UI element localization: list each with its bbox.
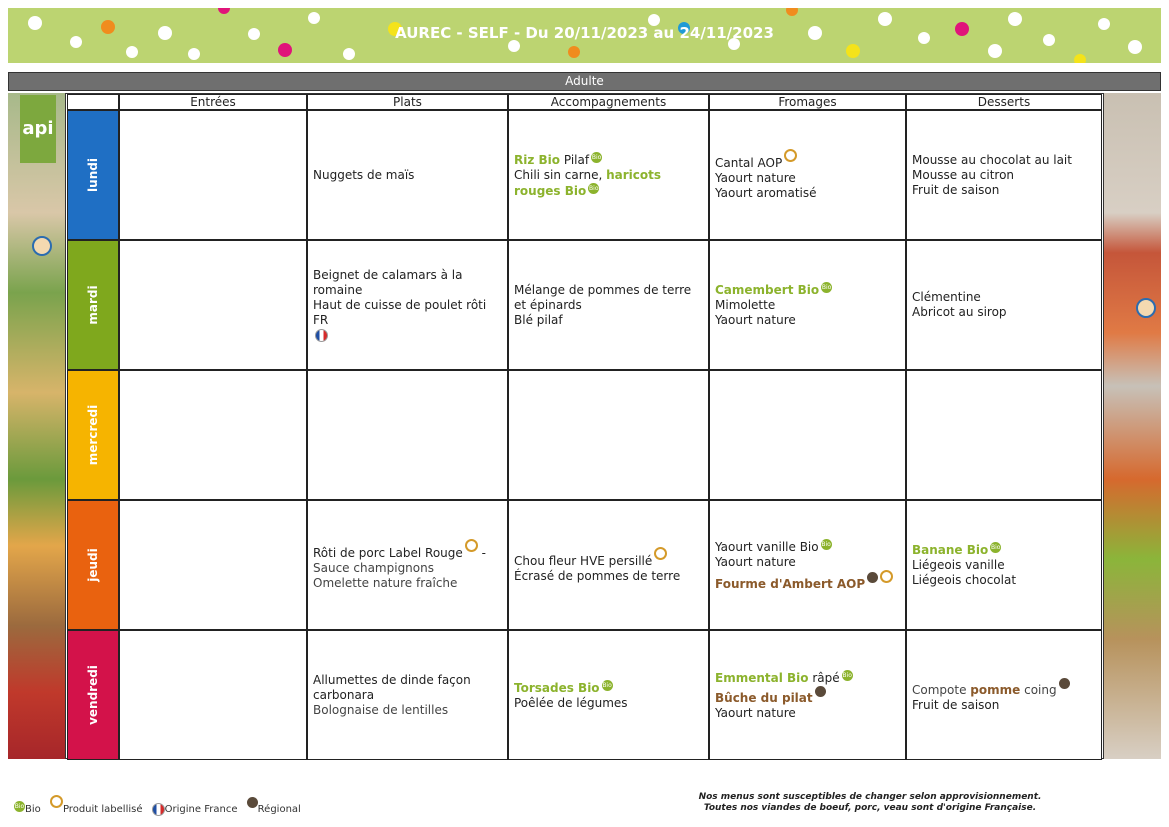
menu-item-bio: haricots rouges Bio: [514, 167, 662, 198]
cell-vendredi-plats: [307, 630, 508, 760]
separator: -: [481, 546, 486, 560]
day-label-mercredi: mercredi: [67, 370, 119, 500]
menu-item-regional: pomme: [970, 682, 1021, 697]
menu-item: Nuggets de maïs: [313, 167, 415, 182]
menu-item: Liégeois vanille: [912, 558, 1005, 572]
menu-item: Cantal AOP: [715, 156, 783, 170]
menu-item: Bolognaise de lentilles: [313, 702, 449, 717]
menu-item: Pilaf: [563, 152, 590, 167]
cell-mercredi-desserts: [906, 370, 1102, 500]
cell-mardi-entrees: [119, 240, 307, 370]
cell-jeudi-accompagnements: [508, 500, 709, 630]
menu-item-bio: Banane Bio: [912, 543, 989, 557]
cell-vendredi-accompagnements: [508, 630, 709, 760]
regional-icon: [815, 686, 826, 697]
cell-lundi-plats: [307, 110, 508, 240]
cell-vendredi-desserts: [906, 630, 1102, 760]
menu-item: Fruit de saison: [912, 697, 1000, 712]
label-icon: [465, 539, 478, 552]
menu-item: Sauce champignons: [313, 561, 434, 575]
cell-mardi-fromages: [709, 240, 906, 370]
cell-vendredi-entrees: [119, 630, 307, 760]
cell-mardi-plats: [307, 240, 508, 370]
menu-item: Allumettes de dinde façon carbonara: [313, 672, 471, 702]
column-header-fromages: Fromages: [709, 94, 906, 110]
menu-item: Clémentine: [912, 290, 981, 304]
menu-item: Liégeois chocolat: [912, 573, 1017, 587]
cell-lundi-accompagnements: [508, 110, 709, 240]
menu-item: Beignet de calamars à la romaine: [313, 267, 463, 297]
menu-item: Yaourt nature: [715, 705, 796, 720]
legend: [12, 795, 305, 816]
cell-jeudi-plats: [307, 500, 508, 630]
column-header-accompagnements: Accompagnements: [508, 94, 709, 110]
menu-item: râpé: [812, 670, 840, 685]
france-flag-icon: [152, 803, 165, 816]
header-corner: [67, 94, 119, 110]
menu-item: Écrasé de pommes de terre: [514, 568, 681, 583]
menu-item: Yaourt nature: [715, 171, 796, 185]
cell-mercredi-fromages: [709, 370, 906, 500]
menu-item: Chili sin carne,: [514, 167, 603, 182]
column-header-entrees: Entrées: [119, 94, 307, 110]
day-label-jeudi: jeudi: [67, 500, 119, 630]
menu-item: Mimolette: [715, 298, 776, 312]
cell-mercredi-accompagnements: [508, 370, 709, 500]
bio-icon: Bio: [821, 284, 832, 291]
cell-mardi-accompagnements: [508, 240, 709, 370]
legend-bio: Bio: [25, 804, 41, 816]
label-icon: [880, 570, 893, 583]
menu-item: Yaourt nature: [715, 554, 796, 569]
menu-item-regional: Bûche du pilat: [715, 690, 813, 705]
column-header-plats: Plats: [307, 94, 508, 110]
menu-item: Omelette nature fraîche: [313, 576, 458, 590]
header-banner: [8, 8, 1161, 63]
france-flag-icon: [315, 329, 328, 342]
cell-jeudi-desserts: [906, 500, 1102, 630]
legend-france: Origine France: [164, 804, 238, 816]
menu-item-bio: Torsades Bio: [514, 680, 600, 695]
cell-jeudi-entrees: [119, 500, 307, 630]
menu-item: Chou fleur HVE persillé: [514, 553, 653, 568]
bio-icon: Bio: [602, 681, 612, 689]
legend-label: Produit labellisé: [62, 804, 143, 816]
menu-item-bio: Emmental Bio: [715, 670, 809, 685]
api-logo: api: [20, 95, 56, 163]
decor-image-left: [8, 93, 65, 759]
mascot-icon: [32, 236, 52, 256]
section-bar-adulte: Adulte: [8, 72, 1161, 91]
menu-item-bio: Camembert Bio: [715, 283, 820, 297]
regional-icon: [247, 797, 258, 808]
regional-icon: [867, 572, 878, 583]
cell-mercredi-plats: [307, 370, 508, 500]
label-icon: [50, 795, 63, 808]
menu-item: Yaourt nature: [715, 313, 796, 327]
menu-item: Abricot au sirop: [912, 305, 1007, 319]
cell-mercredi-entrees: [119, 370, 307, 500]
regional-icon: [1059, 678, 1070, 689]
footer-note: Nos menus sont susceptibles de changer selon approvisionnement.: [698, 792, 1042, 802]
cell-lundi-fromages: [709, 110, 906, 240]
footer-note: Toutes nos viandes de boeuf, porc, veau sont d'origine Française.: [703, 803, 1037, 813]
menu-item: Poêlée de légumes: [514, 695, 628, 710]
day-label-lundi: lundi: [67, 110, 119, 240]
day-label-mardi: mardi: [67, 240, 119, 370]
menu-item: Haut de cuisse de poulet rôti FR: [313, 297, 487, 327]
cell-mardi-desserts: [906, 240, 1102, 370]
bio-icon: Bio: [591, 153, 602, 161]
cell-lundi-desserts: [906, 110, 1102, 240]
legend-regional: Régional: [257, 804, 301, 816]
cell-jeudi-fromages: [709, 500, 906, 630]
bio-icon: Bio: [991, 544, 1001, 551]
menu-item: Mousse au citron: [912, 167, 1015, 182]
footer-notes: [640, 792, 1100, 814]
menu-item: Yaourt aromatisé: [715, 186, 817, 200]
menu-item: Rôti de porc Label Rouge: [313, 546, 463, 560]
label-icon: [654, 547, 667, 560]
cell-vendredi-fromages: [709, 630, 906, 760]
menu-item: coing: [1024, 682, 1057, 697]
bio-icon: Bio: [842, 671, 852, 679]
bio-icon: Bio: [14, 803, 25, 810]
day-label-vendredi: vendredi: [67, 630, 119, 760]
bio-icon: Bio: [589, 184, 599, 192]
mascot-icon: [1136, 298, 1156, 318]
menu-item: Yaourt vanille Bio: [715, 539, 819, 554]
label-icon: [784, 149, 797, 162]
menu-item-bio: Riz Bio: [514, 152, 561, 167]
bio-icon: Bio: [821, 540, 831, 548]
decor-image-right: [1104, 93, 1161, 759]
cell-lundi-entrees: [119, 110, 307, 240]
menu-item-regional: Fourme d'Ambert AOP: [715, 576, 866, 591]
menu-item: Mélange de pommes de terre et épinards: [514, 282, 692, 312]
menu-item: Compote: [912, 682, 967, 697]
menu-item: Blé pilaf: [514, 312, 563, 327]
page-title: AUREC - SELF - Du 20/11/2023 au 24/11/2023: [395, 24, 774, 42]
menu-item: Fruit de saison: [912, 182, 1000, 197]
menu-item: Mousse au chocolat au lait: [912, 152, 1072, 167]
column-header-desserts: Desserts: [906, 94, 1102, 110]
